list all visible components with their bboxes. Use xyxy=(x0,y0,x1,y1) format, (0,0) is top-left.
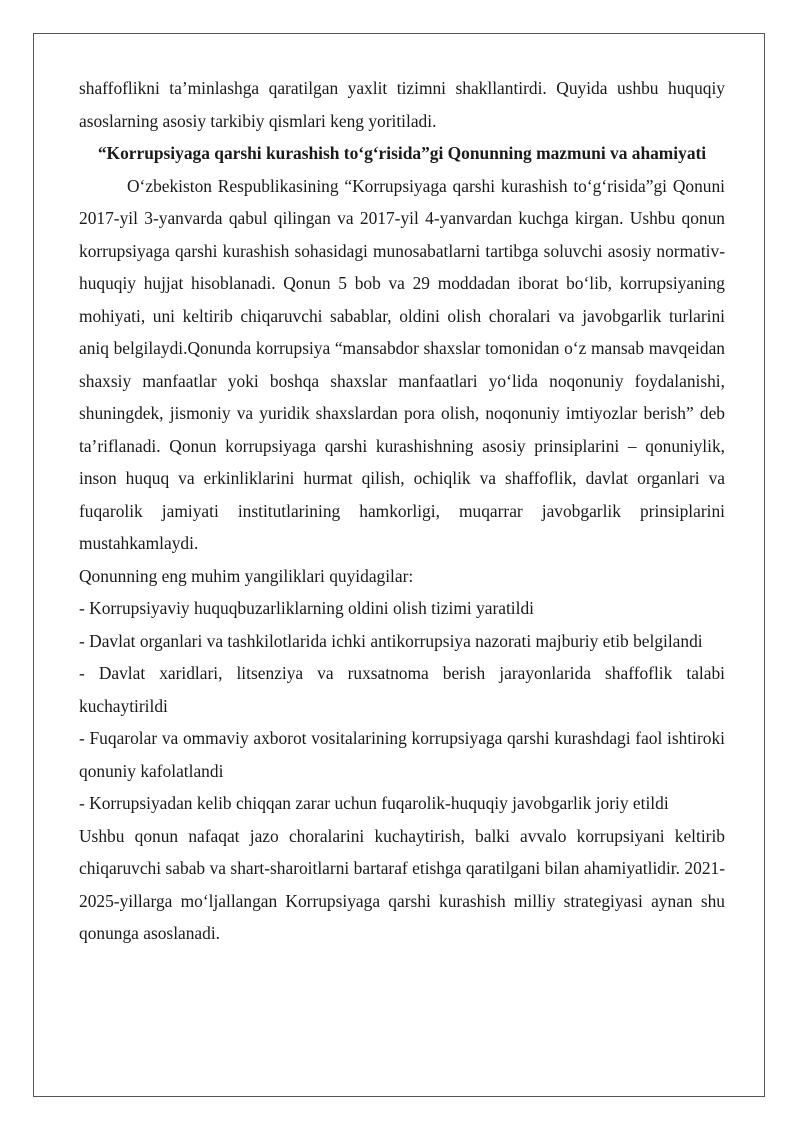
list-item: - Fuqarolar va ommaviy axborot vositalarining korrupsiyaga qarshi kurashdagi faol ishtiroki qonuniy kafolatlandi xyxy=(79,728,725,781)
list-item: - Korrupsiyaviy huquqbuzarliklarning oldini olish tizimi yaratildi xyxy=(79,598,534,618)
list-item: - Davlat organlari va tashkilotlarida ichki antikorrupsiya nazorati majburiy etib belgilandi xyxy=(79,630,703,651)
section-heading: “Korrupsiyaga qarshi kurashish to‘g‘risida”gi Qonunning mazmuni va ahamiyati xyxy=(97,143,707,163)
list-item: - Davlat xaridlari, litsenziya va ruxsatnoma berish jarayonlarida shaffoflik talabi kuchaytirildi xyxy=(79,663,725,716)
list-item: - Korrupsiyadan kelib chiqqan zarar uchun fuqarolik-huquqiy javobgarlik joriy etildi xyxy=(79,793,669,813)
innovations-intro: Qonunning eng muhim yangiliklari quyidagilar: xyxy=(79,565,414,586)
conclusion-paragraph: Ushbu qonun nafaqat jazo choralarini kuchaytirish, balki avvalo korrupsiyani keltirib chiqaruvchi sabab va shart-sharoitlarni bartaraf etishga qaratilgani bilan ahamiyatlidir. 2021-2025-yillarga mo‘ljallangan Korrupsiyaga qarshi kurashish milliy strategiyasi aynan shu qonunga asoslanadi. xyxy=(79,825,725,943)
intro-paragraph: shaffoflikni taʼminlashga qaratilgan yaxlit tizimni shakllantirdi. Quyida ushbu huquqiy asoslarning asosiy tarkibiy qismlari keng yoritiladi. xyxy=(79,78,725,131)
document-body xyxy=(79,72,725,950)
law-paragraph: O‘zbekiston Respublikasining “Korrupsiyaga qarshi kurashish to‘g‘risida”gi Qonuni 2017-yil 3-yanvarda qabul qilingan va 2017-yil 4-yanvardan kuchga kirgan. Ushbu qonun korrupsiyaga qarshi kurashish sohasidagi munosabatlarni tartibga soluvchi asosiy normativ-huquqiy hujjat hisoblanadi. Qonun 5 bob va 29 moddadan iborat bo‘lib, korrupsiyaning mohiyati, uni keltirib chiqaruvchi sabablar, oldini olish choralari va javobgarlik turlarini aniq belgilaydi.Qonunda korrupsiya “mansabdor shaxslar tomonidan o‘z mansab mavqeidan shaxsiy manfaatlar yoki boshqa shaxslar manfaatlari yo‘lida noqonuniy foydalanishi, shuningdek, jismoniy va yuridik shaxslardan pora olish, noqonuniy imtiyozlar berish” deb ta’riflanadi. Qonun korrupsiyaga qarshi kurashishning asosiy prinsiplarini – qonuniylik, inson huquq va erkinliklarini hurmat qilish, ochiqlik va shaffoflik, davlat organlari va fuqarolik jamiyati institutlarining hamkorligi, muqarrar javobgarlik prinsiplarini mustahkamlaydi. xyxy=(79,175,725,553)
